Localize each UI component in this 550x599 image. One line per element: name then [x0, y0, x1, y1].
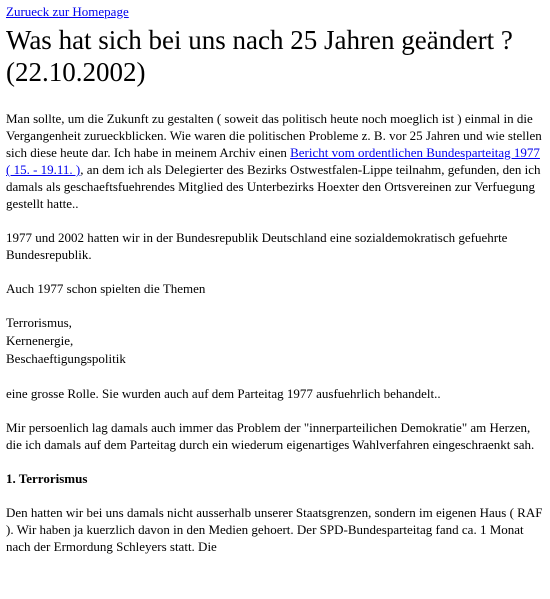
topic-item: Beschaeftigungspolitik — [6, 351, 126, 366]
paragraph-democracy: Mir persoenlich lag damals auch immer das Problem der "innerparteilichen Demokratie" am Herzen, die ich damals auf dem Parteitag durch ein wiederum eigenartiges Wahlverfahren eingeschraenkt sah. — [6, 420, 535, 452]
paragraph-role: eine grosse Rolle. Sie wurden auch auf dem Parteitag 1977 ausfuehrlich behandelt.. — [6, 386, 441, 401]
paragraph-terrorism: Den hatten wir bei uns damals nicht ausserhalb unserer Staatsgrenzen, sondern im eigenen Haus ( RAF ). Wir haben ja kuerzlich davon in den Medien gehoert. Der SPD-Bundesparteitag fand ca. 1 Monat nach der Ermordung Schleyers statt. Die — [6, 505, 543, 554]
topic-item: Kernenergie, — [6, 333, 74, 348]
intro-paragraph — [6, 110, 544, 212]
topics-list — [6, 314, 544, 368]
section-heading-terrorism: 1. Terrorismus — [6, 471, 88, 486]
page-title: Was hat sich bei uns nach 25 Jahren geändert ? (22.10.2002) — [6, 25, 513, 87]
intro-text-before: Man sollte, um die Zukunft zu gestalten ( soweit das politisch heute noch moeglich ist ) einmal in die Vergangenheit zurueckblicken. Wie waren die politischen Probleme z. B. vor 25 Jahren und wie stellen sich diese heute dar. Ich habe in meinem Archiv einen — [6, 111, 542, 160]
report-link[interactable]: Bericht vom ordentlichen Bundesparteitag 1977 ( 15. - 19.11. ) — [6, 145, 540, 177]
homepage-link[interactable]: Zurueck zur Homepage — [6, 4, 129, 19]
intro-text-after: , an dem ich als Delegierter des Bezirks Ostwestfalen-Lippe teilnahm, gefunden, den ich damals als geschaeftsfuehrendes Mitglied des Unterbezirks Hoexter den Ortsvereinen zur Verfuegung gestellt hatte.. — [6, 162, 541, 211]
paragraph-government: 1977 und 2002 hatten wir in der Bundesrepublik Deutschland eine sozialdemokratisch gefuehrte Bundesrepublik. — [6, 230, 508, 262]
paragraph-themes-intro: Auch 1977 schon spielten die Themen — [6, 281, 206, 296]
topic-item: Terrorismus, — [6, 315, 72, 330]
